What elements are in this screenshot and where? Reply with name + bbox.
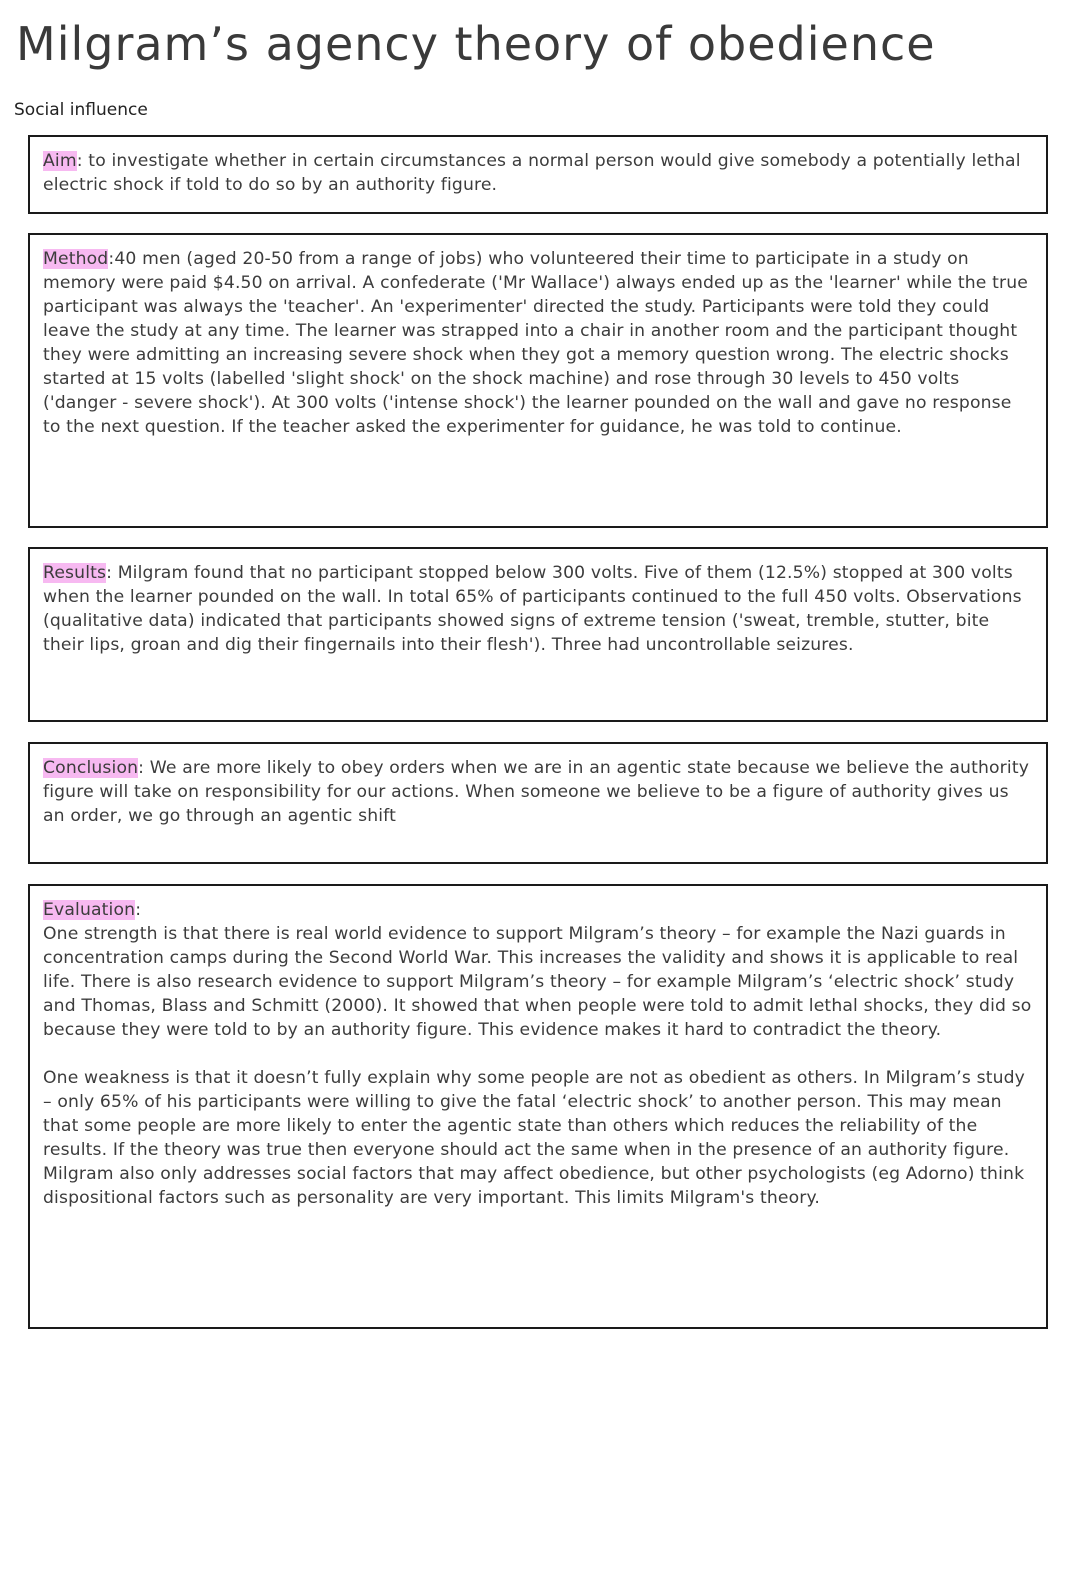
results-separator: : (106, 563, 113, 583)
results-label: Results (43, 563, 107, 583)
method-text: 40 men (aged 20-50 from a range of jobs) who volunteered their time to participate in a study on memory were paid $4.50 on arrival. A confederate ('Mr Wallace') always ended up as the 'learner' while the true participant was always the 'teacher'. An 'experimenter' directed the study. Participants were told they could leave the study at any time. The learner was strapped into a chair in another room and the participant thought they were admitting an increasing severe shock when they got a memory question wrong. The electric shocks started at 15 volts (labelled 'slight shock' on the shock machine) and rose through 30 levels to 450 volts ('danger - severe shock'). At 300 volts ('intense shock') the learner pounded on the wall and gave no response to the next question. If the teacher asked the experimenter for guidance, he was told to continue. (43, 249, 1029, 437)
aim-box (28, 135, 1048, 214)
evaluation-strength-paragraph: One strength is that there is real world evidence to support Milgram’s theory – for example the Nazi guards in concentration camps during the Second World War. This increases the validity and shows it is applicable to real life. There is also research evidence to support Milgram’s theory – for example Milgram’s ‘electric shock’ study and Thomas, Blass and Schmitt (2000). It showed that when people were told to admit lethal shocks, they did so because they were told to by an authority figure. This evidence makes it hard to contradict the theory. (43, 924, 1032, 1040)
conclusion-separator: : (138, 758, 145, 778)
conclusion-text: We are more likely to obey orders when we are in an agentic state because we believe the authority figure will take on responsibility for our actions. When someone we believe to be a figure of authority gives us an order, we go through an agentic shift (43, 758, 1030, 826)
page-subtitle: Social influence (14, 100, 148, 120)
page-title: Milgram’s agency theory of obedience (16, 17, 936, 71)
conclusion-label: Conclusion (43, 758, 139, 778)
method-separator: : (108, 249, 115, 269)
evaluation-box (28, 884, 1048, 1329)
results-box (28, 547, 1048, 722)
evaluation-separator: : (135, 900, 142, 920)
evaluation-heading (43, 898, 1034, 922)
method-label: Method (43, 249, 109, 269)
evaluation-label: Evaluation (43, 900, 136, 920)
aim-text: to investigate whether in certain circumstances a normal person would give somebody a potentially lethal electric shock if told to do so by an authority figure. (43, 151, 1021, 195)
aim-separator: : (76, 151, 83, 171)
conclusion-box (28, 742, 1048, 864)
evaluation-weakness-paragraph: One weakness is that it doesn’t fully explain why some people are not as obedient as others. In Milgram’s study – only 65% of his participants were willing to give the fatal ‘electric shock’ to another person. This may mean that some people are more likely to enter the agentic state than others which reduces the reliability of the results. If the theory was true then everyone should act the same when in the presence of an authority figure. Milgram also only addresses social factors that may affect obedience, but other psychologists (eg Adorno) think dispositional factors such as personality are very important. This limits Milgram's theory. (43, 1068, 1026, 1208)
results-text: Milgram found that no participant stopped below 300 volts. Five of them (12.5%) stopped at 300 volts when the learner pounded on the wall. In total 65% of participants continued to the full 450 volts. Observations (qualitative data) indicated that participants showed signs of extreme tension ('sweat, tremble, stutter, bite their lips, groan and dig their fingernails into their flesh'). Three had uncontrollable seizures. (43, 563, 1022, 655)
aim-label: Aim (43, 151, 77, 171)
method-box (28, 233, 1048, 528)
